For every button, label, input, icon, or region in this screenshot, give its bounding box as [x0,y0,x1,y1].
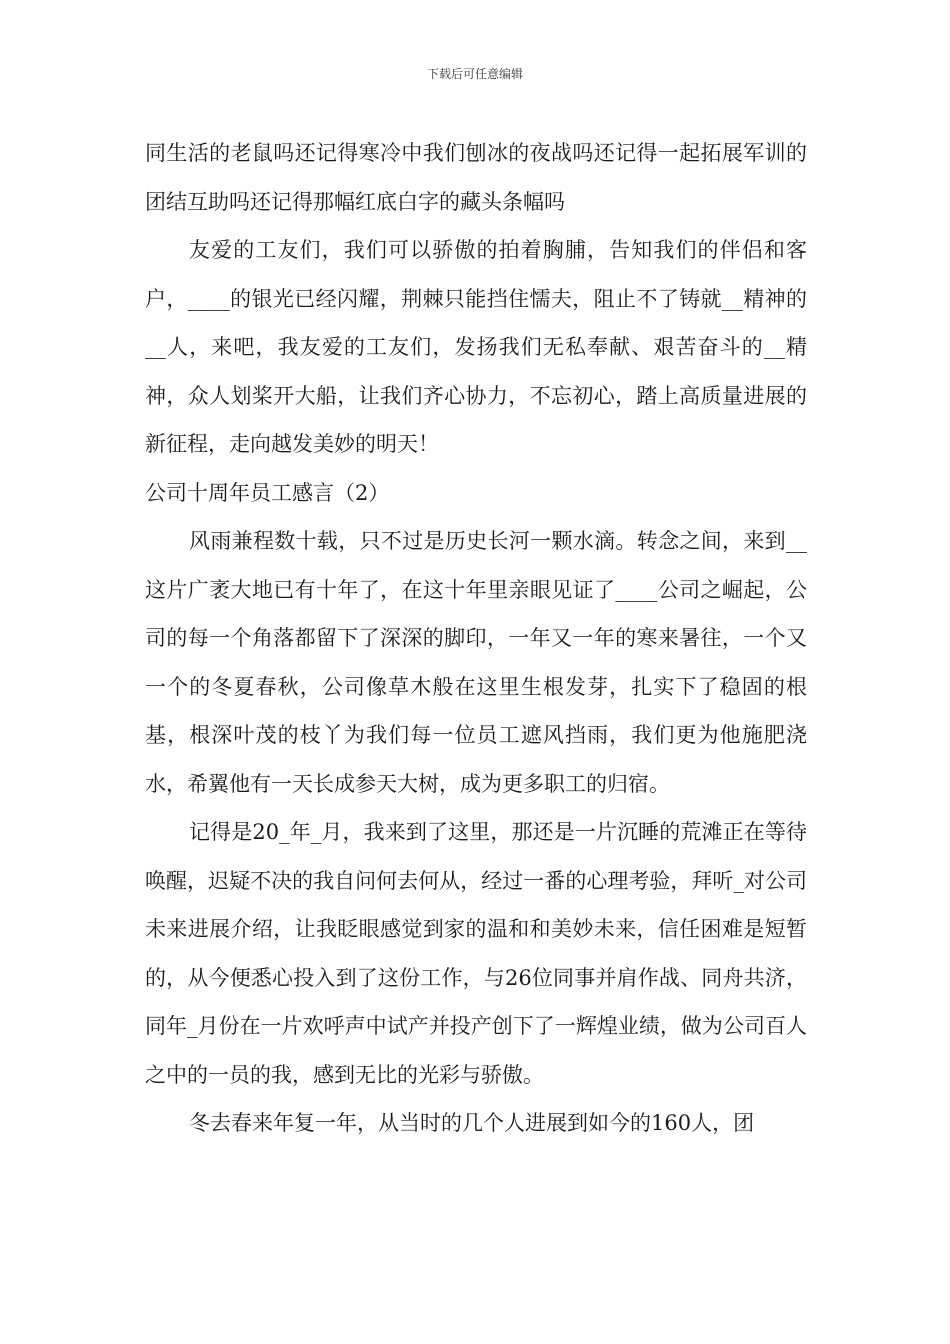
document-body [145,129,807,1148]
paragraph-continuation: 同生活的老鼠吗还记得寒冷中我们刨冰的夜战吗还记得一起拓展军训的团结互助吗还记得那幅红底白字的藏头条幅吗 [145,141,807,214]
paragraph: 冬去春来年复一年，从当时的几个人进展到如今的160人，团 [189,1111,755,1135]
page-header: 下载后可任意编辑 [426,67,523,81]
paragraph: 记得是20_年_月，我来到了这里，那还是一片沉睡的荒滩正在等待唤醒，迟疑不决的我自问何去何从，经过一番的心理考验，拜听_对公司未来进展介绍，让我眨眼感觉到家的温和和美妙未来，信任困难是短暂的，从今便悉心投入到了这份工作，与26位同事并肩作战、同舟共济，同年_月份在一片欢呼声中试产并投产创下了一辉煌业绩，做为公司百人之中的一员的我，感到无比的光彩与骄傲。 [145,820,807,1087]
paragraph: 风雨兼程数十载，只不过是历史长河一颗水滴。转念之间，来到__这片广袤大地已有十年了，在这十年里亲眼见证了____公司之崛起，公司的每一个角落都留下了深深的脚印，一年又一年的寒来暑往，一个又一个的冬夏春秋，公司像草木般在这里生根发芽，扎实下了稳固的根基，根深叶茂的枝丫为我们每一位员工遮风挡雨，我们更为他施肥浇水，希翼他有一天长成参天大树，成为更多职工的归宿。 [145,529,807,796]
section-heading: 公司十周年员工感言（2） [145,480,390,505]
paragraph: 友爱的工友们，我们可以骄傲的拍着胸脯，告知我们的伴侣和客户，____的银光已经闪耀，荆棘只能挡住懦夫，阻止不了铸就__精神的__人，来吧，我友爱的工友们，发扬我们无私奉献、艰苦奋斗的__精神，众人划桨开大船，让我们齐心协力，不忘初心，踏上高质量进展的新征程，走向越发美妙的明天！ [145,238,807,456]
